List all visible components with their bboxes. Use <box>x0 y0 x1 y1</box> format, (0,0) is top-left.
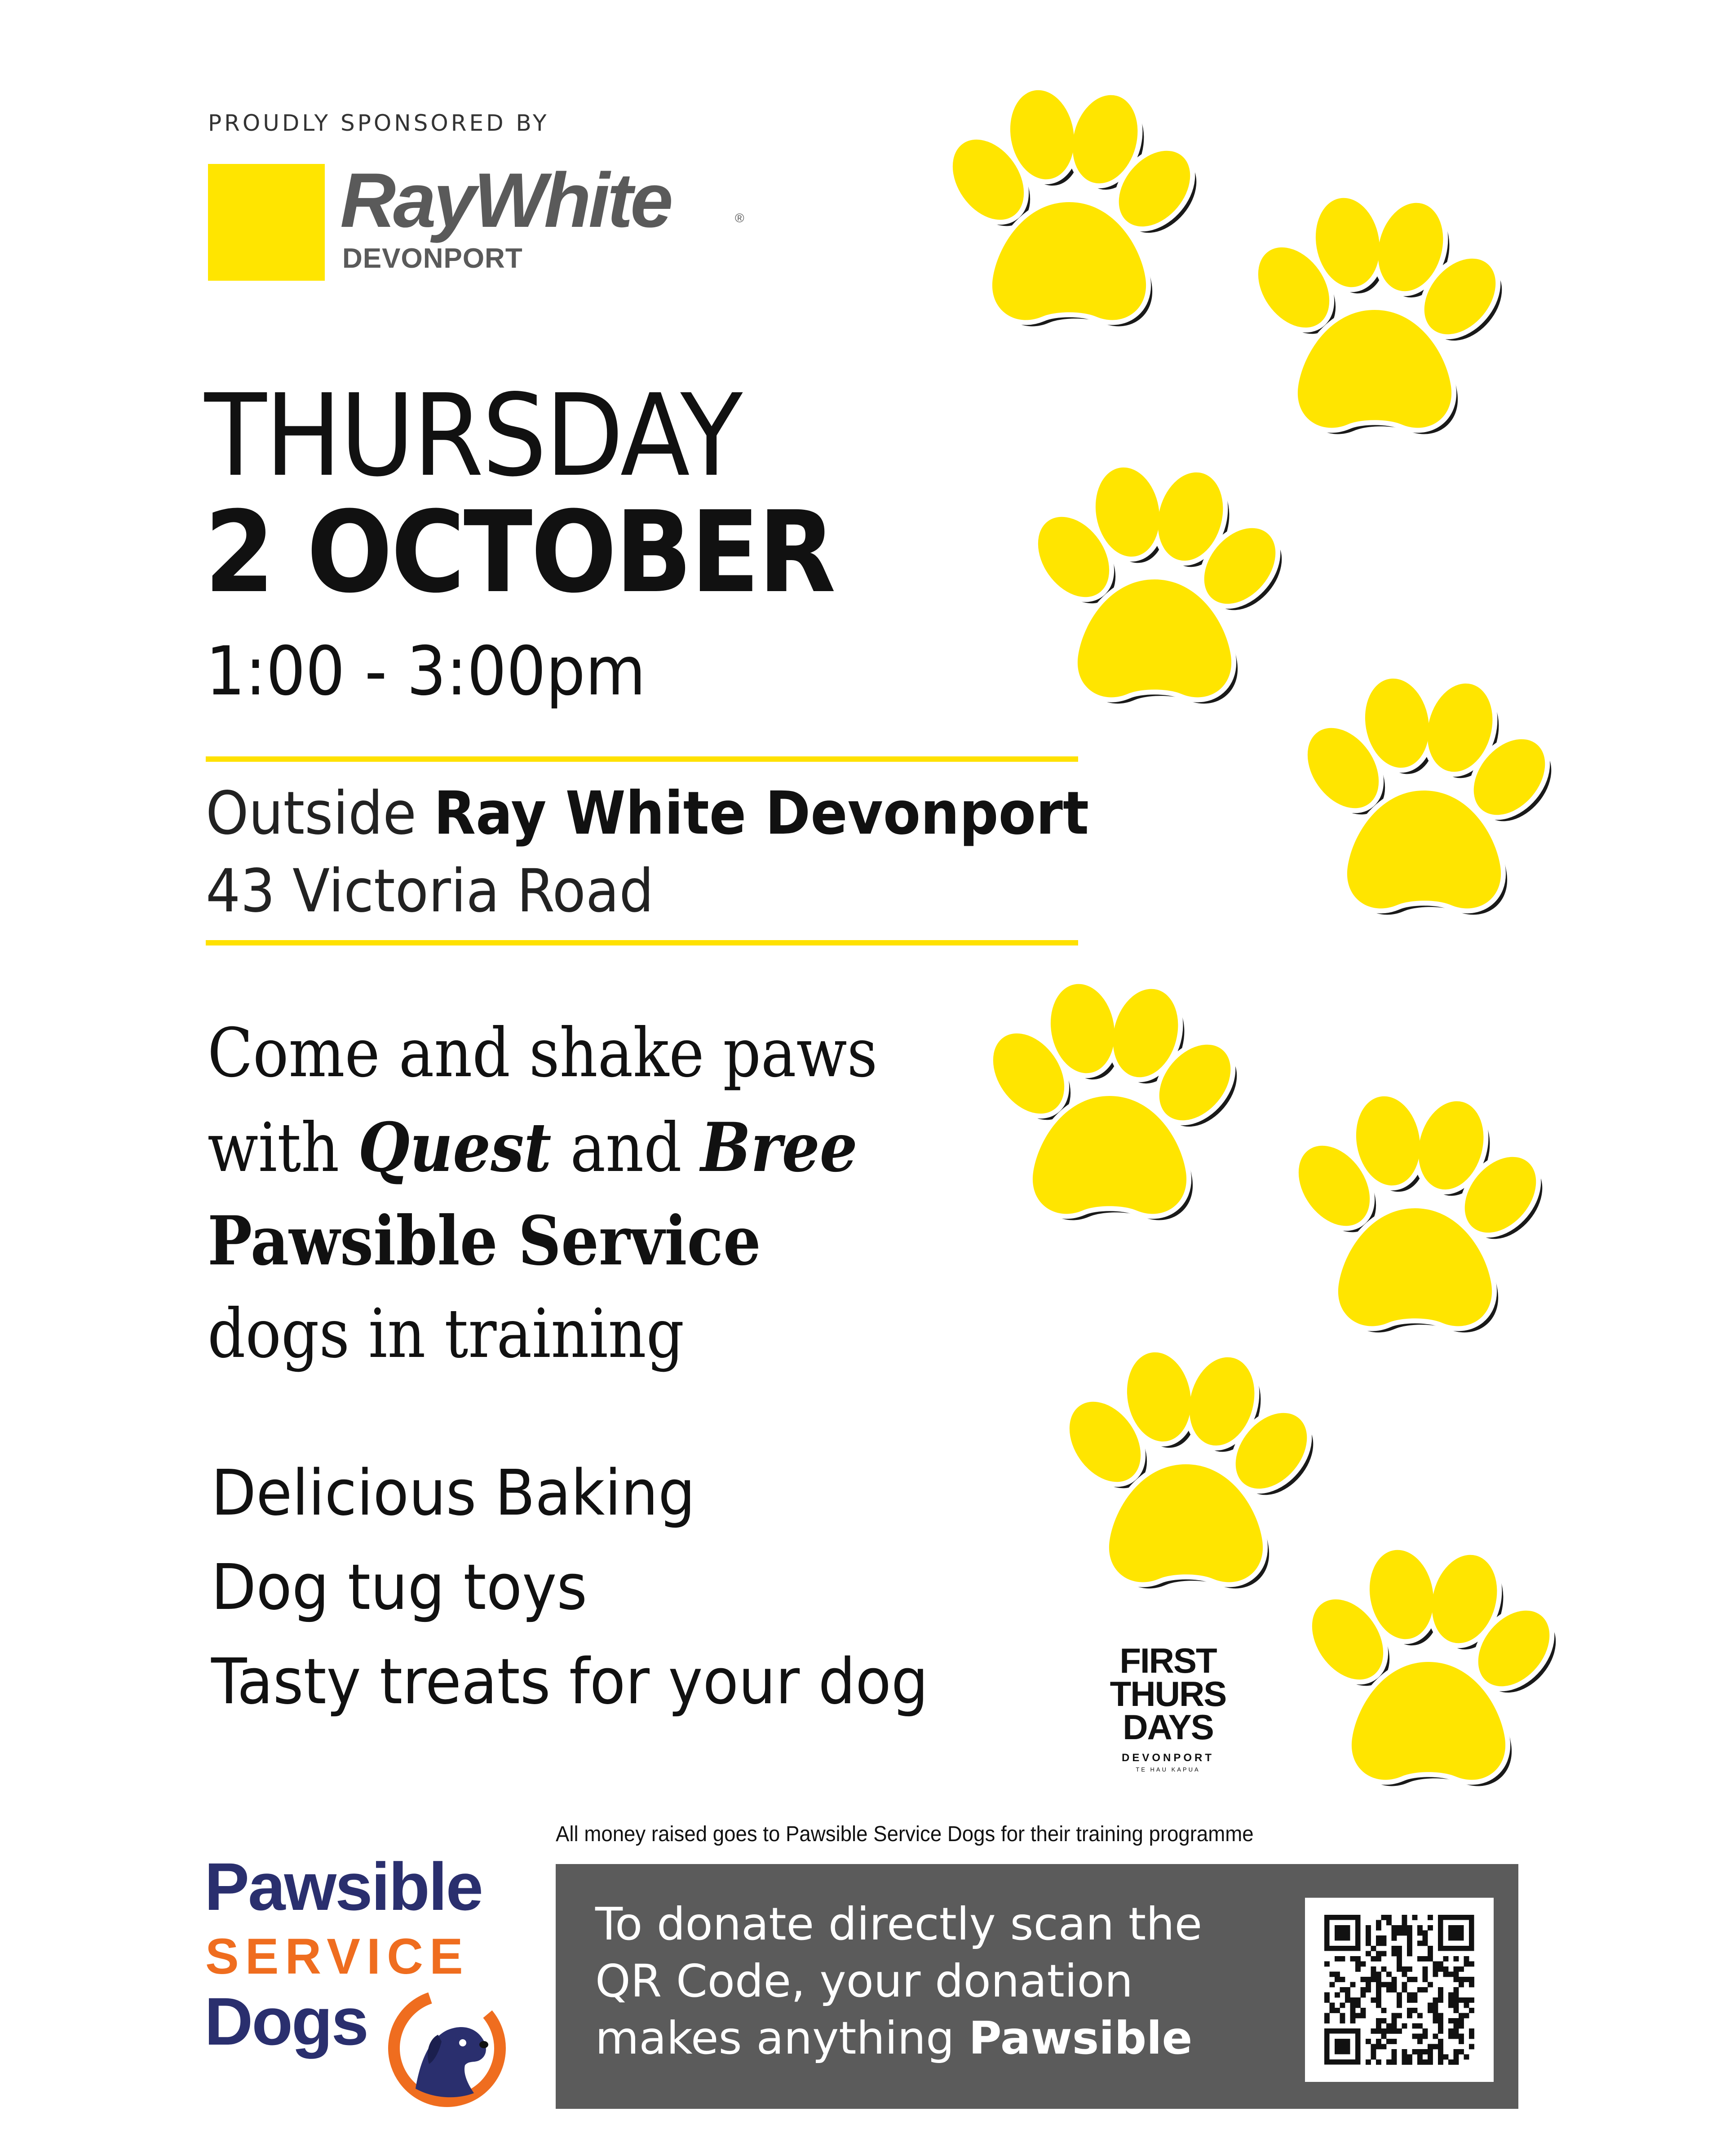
pawsible-logo-word: Pawsible <box>204 1849 482 1924</box>
donate-line-3 <box>595 2010 1202 2067</box>
first-thursdays-town: DEVONPORT <box>1121 1752 1214 1764</box>
ray-white-branch: DEVONPORT <box>342 243 523 274</box>
event-address: 43 Victoria Road <box>206 857 654 926</box>
paw-print-icon <box>1047 1352 1325 1613</box>
feature-item: Dog tug toys <box>211 1551 588 1624</box>
ray-white-wordmark: RayWhite <box>340 157 671 243</box>
paw-print-icon <box>970 984 1249 1244</box>
first-thursdays-subtitle: TE HAU KAPUA <box>1136 1766 1200 1773</box>
message-line-4: dogs in training <box>208 1295 685 1373</box>
donate-line-3-text: makes anything <box>595 2012 955 2064</box>
paw-print-icon <box>1015 467 1294 728</box>
pawsible-logo-dogs: Dogs <box>204 1984 367 2059</box>
location-prefix: Outside <box>206 779 416 848</box>
first-thursdays-line-3: DAYS <box>1123 1707 1213 1747</box>
first-thursdays-line-2: THURS <box>1110 1674 1226 1714</box>
yellow-divider-top <box>206 756 1078 762</box>
paw-print-icon <box>1276 1096 1554 1356</box>
qr-code-icon <box>1305 1898 1494 2082</box>
pawsible-logo-service: SERVICE <box>205 1928 469 1984</box>
message-line-2 <box>208 1108 858 1187</box>
dog-name-quest: Quest <box>358 1108 552 1187</box>
location-name: Ray White Devonport <box>433 779 1089 848</box>
paw-print-icon <box>1285 678 1563 939</box>
donate-instructions <box>595 1895 1202 2067</box>
dog-head-icon <box>384 1985 510 2111</box>
event-day: THURSDAY <box>204 370 741 502</box>
paw-print-icon <box>1289 1550 1568 1810</box>
money-raised-note: All money raised goes to Pawsible Service Dogs for their training programme <box>556 1822 1254 1846</box>
paw-print-icon <box>930 90 1208 350</box>
feature-item: Tasty treats for your dog <box>211 1645 929 1719</box>
event-date: 2 OCTOBER <box>204 487 835 618</box>
event-location <box>206 779 1089 848</box>
message-line-3: Pawsible Service <box>208 1202 761 1281</box>
donate-line-1: To donate directly scan the <box>595 1898 1203 1950</box>
message-line-1: Come and shake paws <box>208 1014 878 1092</box>
dog-name-bree: Bree <box>700 1108 858 1187</box>
message-with: with <box>208 1109 340 1187</box>
ray-white-logo-square <box>208 164 325 281</box>
yellow-divider-bottom <box>206 940 1078 945</box>
registered-mark: ® <box>735 211 744 225</box>
paw-print-icon <box>1235 198 1514 458</box>
event-time: 1:00 - 3:00pm <box>206 632 646 711</box>
donate-pawsible-word: Pawsible <box>969 2012 1193 2064</box>
qr-code[interactable] <box>1305 1898 1494 2082</box>
feature-item: Delicious Baking <box>211 1457 695 1530</box>
donate-line-2: QR Code, your donation <box>595 1955 1133 2007</box>
first-thursdays-logo <box>1103 1641 1233 1773</box>
sponsored-by-label: PROUDLY SPONSORED BY <box>208 110 549 136</box>
first-thursdays-line-1: FIRST <box>1119 1641 1216 1680</box>
message-and: and <box>570 1109 682 1187</box>
